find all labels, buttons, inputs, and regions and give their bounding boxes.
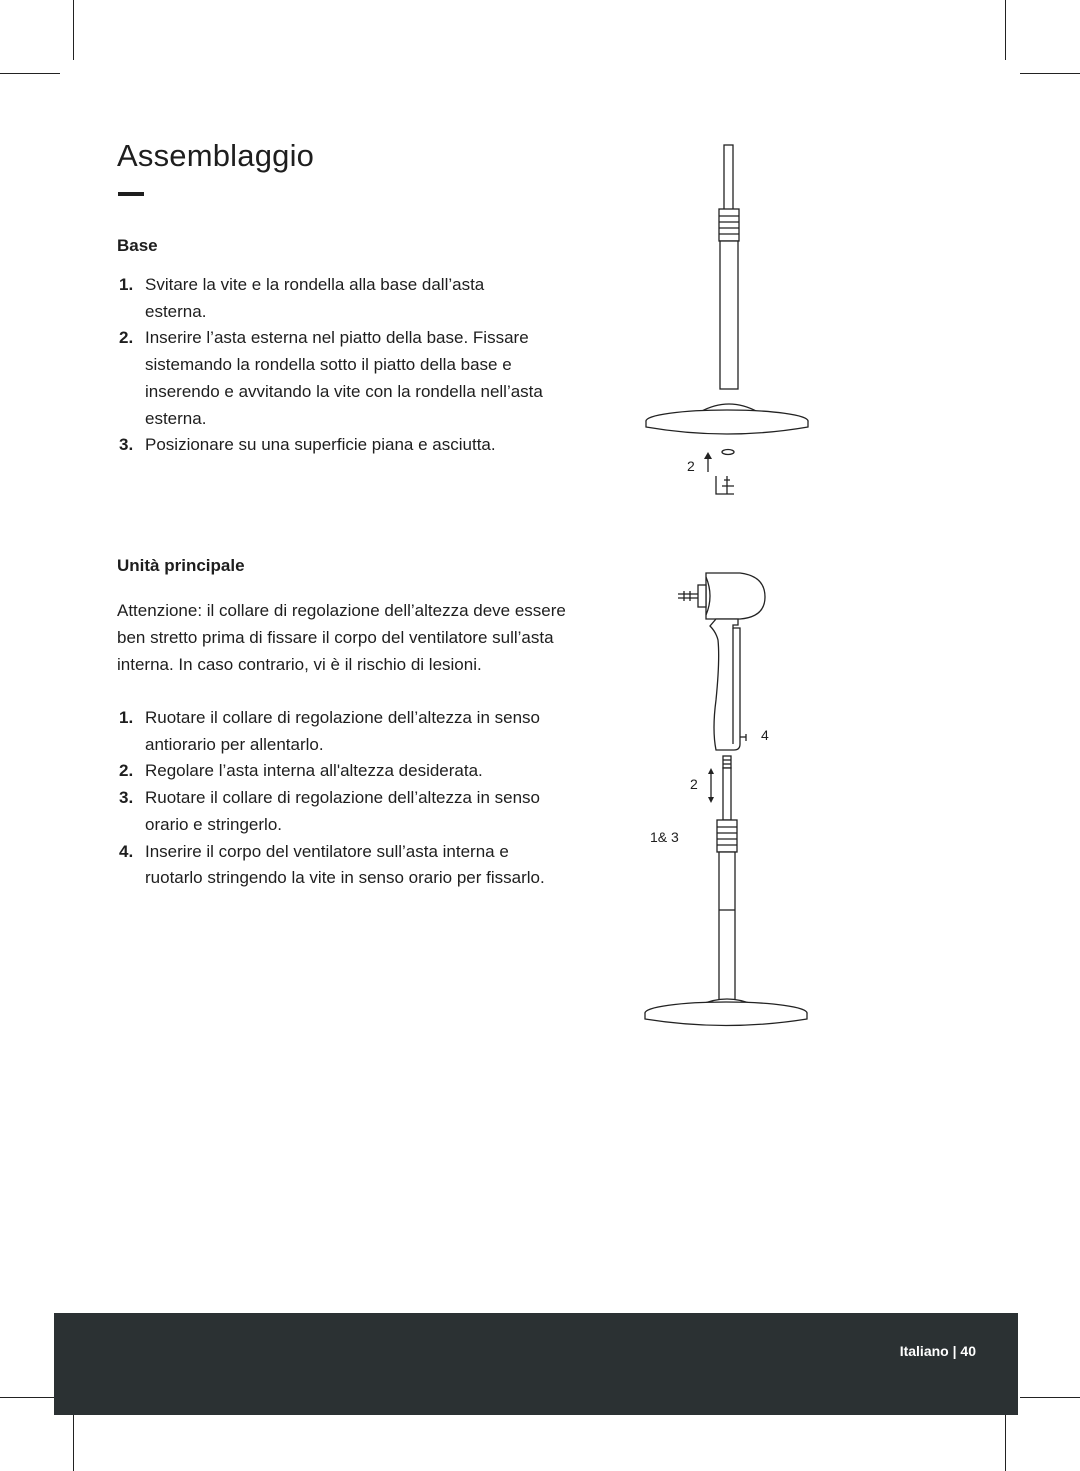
list-item [117, 785, 547, 838]
page-number: 40 [960, 1343, 976, 1359]
step-text: Inserire il corpo del ventilatore sull’asta interna e ruotarlo stringendo la vite in senso orario per fissarlo. [145, 841, 545, 888]
step-number: 3. [119, 788, 134, 808]
crop-mark [73, 0, 74, 60]
step-number: 2. [119, 761, 134, 781]
base-heading: Base [117, 236, 158, 255]
step-text: Posizionare su una superficie piana e asciutta. [145, 435, 496, 455]
crop-mark [1020, 73, 1080, 74]
washer-icon [722, 450, 734, 455]
screw-icon [716, 476, 734, 494]
step-text: Inserire l’asta esterna nel piatto della base. Fissare sistemando la rondella sotto il piatto della base e inserendo e avvitando la vite con la rondella nell’asta esterna. [145, 328, 543, 428]
step-text: Ruotare il collare di regolazione dell’altezza in senso orario e stringerlo. [145, 788, 541, 834]
list-item [117, 325, 547, 432]
step-number: 3. [119, 435, 134, 455]
crop-mark [73, 1411, 74, 1471]
list-item [117, 272, 547, 325]
warning-text: Attenzione: il collare di regolazione dell’altezza deve essere ben stretto prima di fissare il corpo del ventilatore sull’asta interna. In caso contrario, vi è il rischio di lesioni. [117, 601, 566, 674]
list-item [117, 758, 547, 785]
main-unit-heading: Unità principale [117, 556, 245, 575]
crop-mark [1005, 0, 1006, 60]
figure-callout: 2 [687, 458, 695, 474]
step-text: Regolare l’asta interna all'altezza desiderata. [145, 761, 483, 781]
crop-mark [1020, 1397, 1080, 1398]
main-unit-steps-list [117, 705, 547, 892]
step-number: 2. [119, 328, 134, 348]
figure-callout: 4 [761, 727, 769, 743]
page-title: Assemblaggio [117, 138, 315, 173]
step-number: 1. [119, 275, 134, 294]
main-unit-assembly-illustration [630, 560, 830, 1035]
step-text: Ruotare il collare di regolazione dell’altezza in senso antiorario per allentarlo. [145, 708, 541, 754]
double-arrow-icon [708, 768, 714, 803]
list-item [117, 839, 547, 892]
crop-mark [0, 1397, 60, 1398]
list-item [117, 432, 547, 459]
step-number: 4. [119, 841, 134, 861]
page-label [900, 1343, 976, 1359]
title-underline [118, 192, 144, 196]
step-text: Svitare la vite e la rondella alla base dall’asta esterna. [145, 275, 485, 321]
crop-mark [0, 73, 60, 74]
figure-callout: 2 [690, 776, 698, 792]
page-footer [54, 1313, 1018, 1415]
base-steps-list [117, 272, 547, 459]
footer-separator: | [952, 1343, 957, 1359]
figure-callout: 1& 3 [650, 829, 679, 845]
step-number: 1. [119, 708, 134, 727]
base-assembly-illustration [630, 140, 830, 510]
crop-mark [1005, 1411, 1006, 1471]
list-item [117, 705, 547, 758]
language-label: Italiano [899, 1343, 949, 1359]
